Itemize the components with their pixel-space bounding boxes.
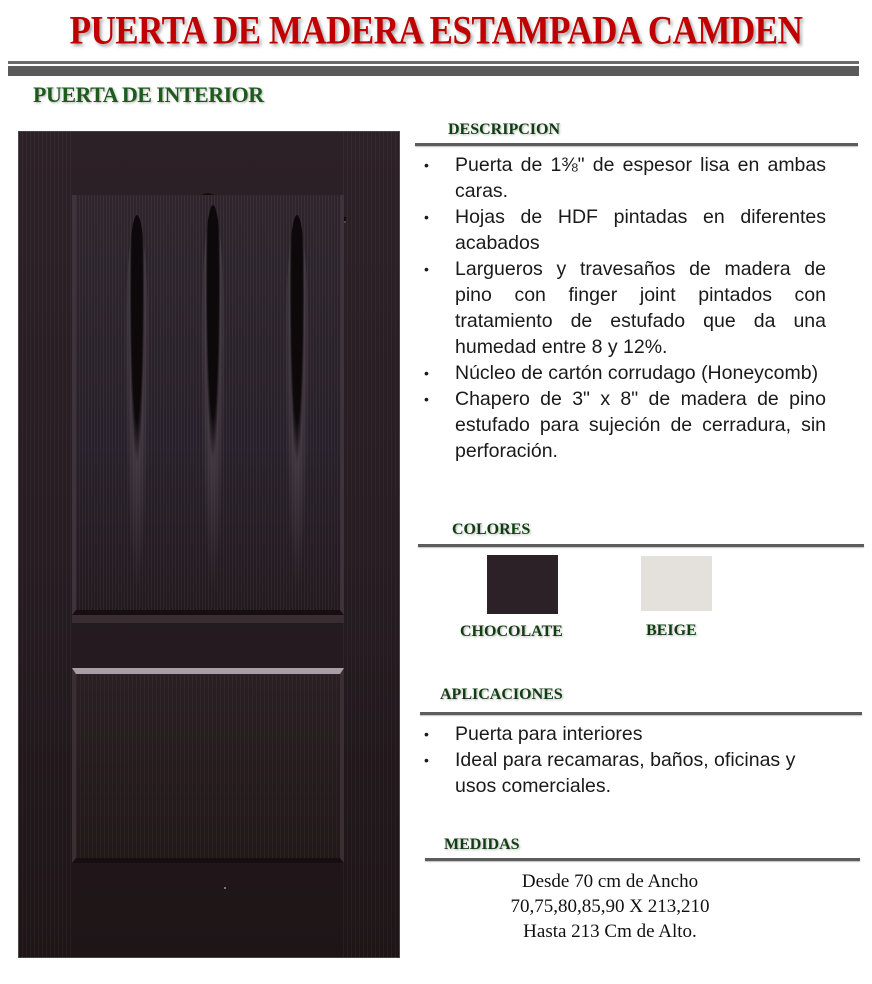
- door-left-stile: [18, 131, 72, 958]
- page-title: PUERTA DE MADERA ESTAMPADA CAMDEN: [69, 8, 803, 53]
- aplicaciones-divider: [420, 712, 862, 715]
- door-top-panel: [72, 195, 344, 615]
- descripcion-item: • Largueros y travesaños de madera de pino con finger joint pintados con tratamiento de estufado que da una humedad entre 8 y 12%.: [420, 256, 826, 360]
- aplicaciones-heading: APLICACIONES: [440, 686, 563, 703]
- descripcion-item: • Hojas de HDF pintadas en diferentes acabados: [420, 204, 826, 256]
- aplicaciones-item: • Ideal para recamaras, baños, oficinas y usos comerciales.: [420, 747, 840, 799]
- header-divider-thin: [8, 61, 859, 64]
- descripcion-divider: [415, 143, 858, 146]
- swatch-label-beige: BEIGE: [646, 622, 697, 639]
- descripcion-list: [420, 152, 826, 464]
- door-product-image: [18, 131, 400, 958]
- medidas-line: 70,75,80,85,90 X 213,210: [510, 896, 710, 917]
- colores-heading: COLORES: [452, 521, 531, 538]
- descripcion-item: • Núcleo de cartón corrudago (Honeycomb): [420, 360, 826, 386]
- door-right-stile: [343, 131, 400, 958]
- swatch-chocolate: [487, 555, 558, 614]
- swatch-beige: [641, 556, 712, 611]
- aplicaciones-item: • Puerta para interiores: [420, 721, 840, 747]
- descripcion-item: • Chapero de 3" x 8" de madera de pino estufado para sujeción de cerradura, sin perforación.: [420, 386, 826, 464]
- medidas-divider: [425, 858, 860, 861]
- door-mark: [224, 887, 226, 889]
- medidas-text: [435, 869, 785, 944]
- colores-divider: [418, 544, 864, 547]
- medidas-line: Desde 70 cm de Ancho: [521, 871, 699, 892]
- descripcion-item: • Puerta de 1⅜" de espesor lisa en ambas caras.: [420, 152, 826, 204]
- door-mid-rail: [72, 615, 344, 623]
- aplicaciones-list: [420, 721, 840, 799]
- header-divider-thick: [8, 66, 859, 76]
- medidas-heading: MEDIDAS: [444, 836, 520, 853]
- door-bottom-panel: [72, 668, 344, 863]
- swatch-label-chocolate: CHOCOLATE: [460, 623, 563, 640]
- descripcion-heading: DESCRIPCION: [448, 121, 561, 138]
- medidas-line: Hasta 213 Cm de Alto.: [523, 921, 697, 942]
- page-subtitle: PUERTA DE INTERIOR: [33, 82, 264, 107]
